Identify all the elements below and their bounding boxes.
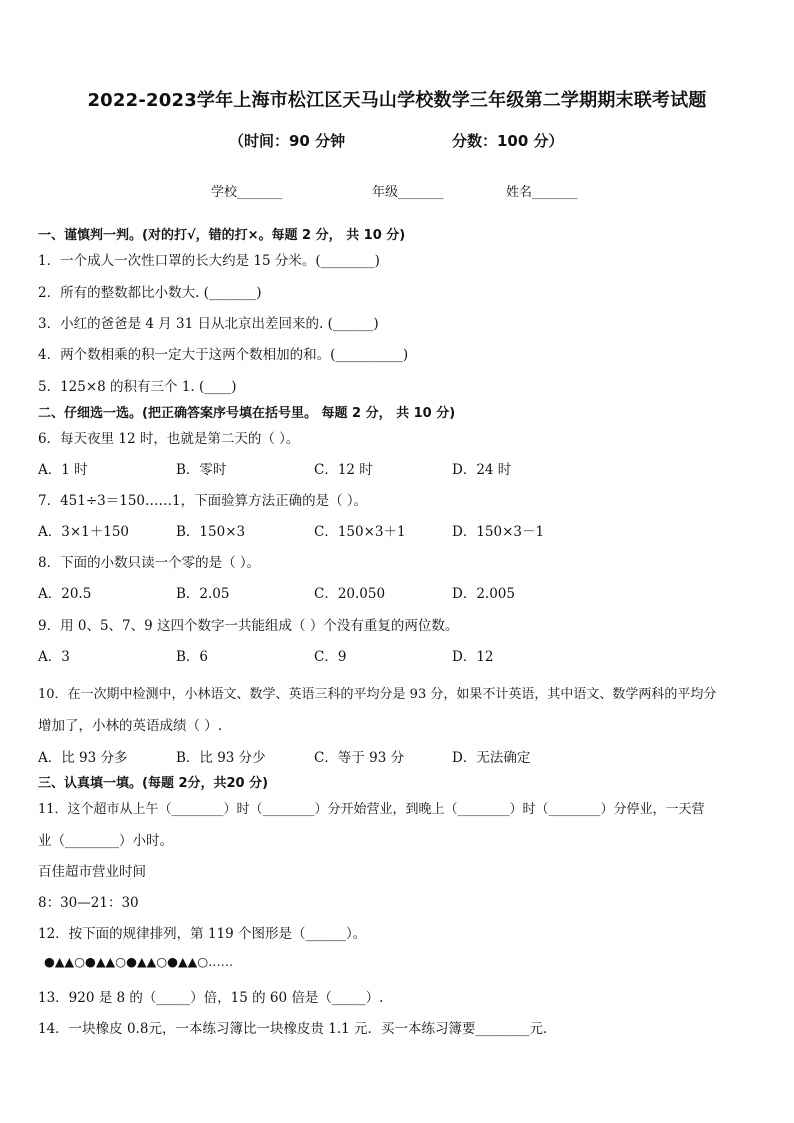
q6-option-c: C．12 时 <box>314 462 373 478</box>
q9-option-a: A．3 <box>38 649 70 665</box>
question-14: 14．一块橡皮 0.8元，一本练习簿比一块橡皮贵 1.1 元．买一本练习簿要________元. <box>38 1021 548 1037</box>
question-1: 1．一个成人一次性口罩的长大约是 15 分米。(________) <box>38 253 380 269</box>
supermarket-hours: 8：30—21：30 <box>38 895 139 911</box>
q8-option-d: D．2.005 <box>452 586 515 602</box>
q7-option-d: D．150×3－1 <box>452 524 545 540</box>
q8-option-c: C．20.050 <box>314 586 386 602</box>
q7-option-a: A．3×1＋150 <box>38 524 130 540</box>
section-1-heading: 一、谨慎判一判。(对的打√，错的打×。每题 2 分， 共 10 分) <box>38 228 406 243</box>
question-5: 5．125×8 的积有三个 1. (____) <box>38 379 237 395</box>
q9-option-c: C．9 <box>314 649 347 665</box>
shape-pattern: ●▲▲○●▲▲○●▲▲○●▲▲○…… <box>44 954 234 969</box>
q7-option-b: B．150×3 <box>176 524 246 540</box>
question-11-line-2: 业（________）小时。 <box>38 833 173 849</box>
q8-option-b: B．2.05 <box>176 586 230 602</box>
question-10-line-1: 10．在一次期中检测中，小林语文、数学、英语三科的平均分是 93 分，如果不计英语，其中语文、数学两科的平均分 <box>38 687 717 702</box>
question-11-line-1: 11．这个超市从上午（________）时（________）分开始营业，到晚上（________）时（________）分停业，一天营 <box>38 802 705 817</box>
q6-option-b: B．零时 <box>176 462 227 478</box>
question-7: 7．451÷3＝150……1，下面验算方法正确的是（ ）。 <box>38 493 368 509</box>
q10-option-b: B．比 93 分少 <box>176 750 266 766</box>
name-field[interactable]: 姓名_______ <box>506 185 578 200</box>
supermarket-hours-title: 百佳超市营业时间 <box>38 864 146 880</box>
question-12: 12．按下面的规律排列，第 119 个图形是（______）。 <box>38 926 367 942</box>
exam-title: 2022-2023学年上海市松江区天马山学校数学三年级第二学期期末联考试题 <box>87 90 707 111</box>
q7-option-c: C．150×3＋1 <box>314 524 406 540</box>
q10-option-a: A．比 93 分多 <box>38 750 128 766</box>
exam-score: 分数：100 分） <box>452 132 564 150</box>
section-2-heading: 二、仔细选一选。(把正确答案序号填在括号里。 每题 2 分， 共 10 分) <box>38 406 456 421</box>
grade-field[interactable]: 年级_______ <box>372 185 444 200</box>
question-8: 8．下面的小数只读一个零的是（ ）。 <box>38 555 261 571</box>
question-4: 4．两个数相乘的积一定大于这两个数相加的和。(__________) <box>38 347 409 363</box>
question-3: 3．小红的爸爸是 4 月 31 日从北京出差回来的. (______) <box>38 316 379 332</box>
q6-option-a: A．1 时 <box>38 462 88 478</box>
question-9: 9．用 0、5、7、9 这四个数字一共能组成（ ）个没有重复的两位数。 <box>38 618 459 634</box>
q9-option-d: D．12 <box>452 649 494 665</box>
section-3-heading: 三、认真填一填。(每题 2分，共20 分) <box>38 776 269 791</box>
q8-option-a: A．20.5 <box>38 586 92 602</box>
q10-option-d: D．无法确定 <box>452 750 531 766</box>
q9-option-b: B．6 <box>176 649 209 665</box>
question-2: 2．所有的整数都比小数大. (_______) <box>38 285 262 301</box>
q10-option-c: C．等于 93 分 <box>314 750 405 766</box>
question-10-line-2: 增加了，小林的英语成绩（ ）. <box>38 718 223 734</box>
school-field[interactable]: 学校_______ <box>211 185 283 200</box>
q6-option-d: D．24 时 <box>452 462 512 478</box>
question-6: 6．每天夜里 12 时，也就是第二天的（ ）。 <box>38 431 300 447</box>
exam-time: （时间：90 分钟 <box>229 132 346 150</box>
question-13: 13．920 是 8 的（_____）倍，15 的 60 倍是（_____）. <box>38 990 384 1006</box>
